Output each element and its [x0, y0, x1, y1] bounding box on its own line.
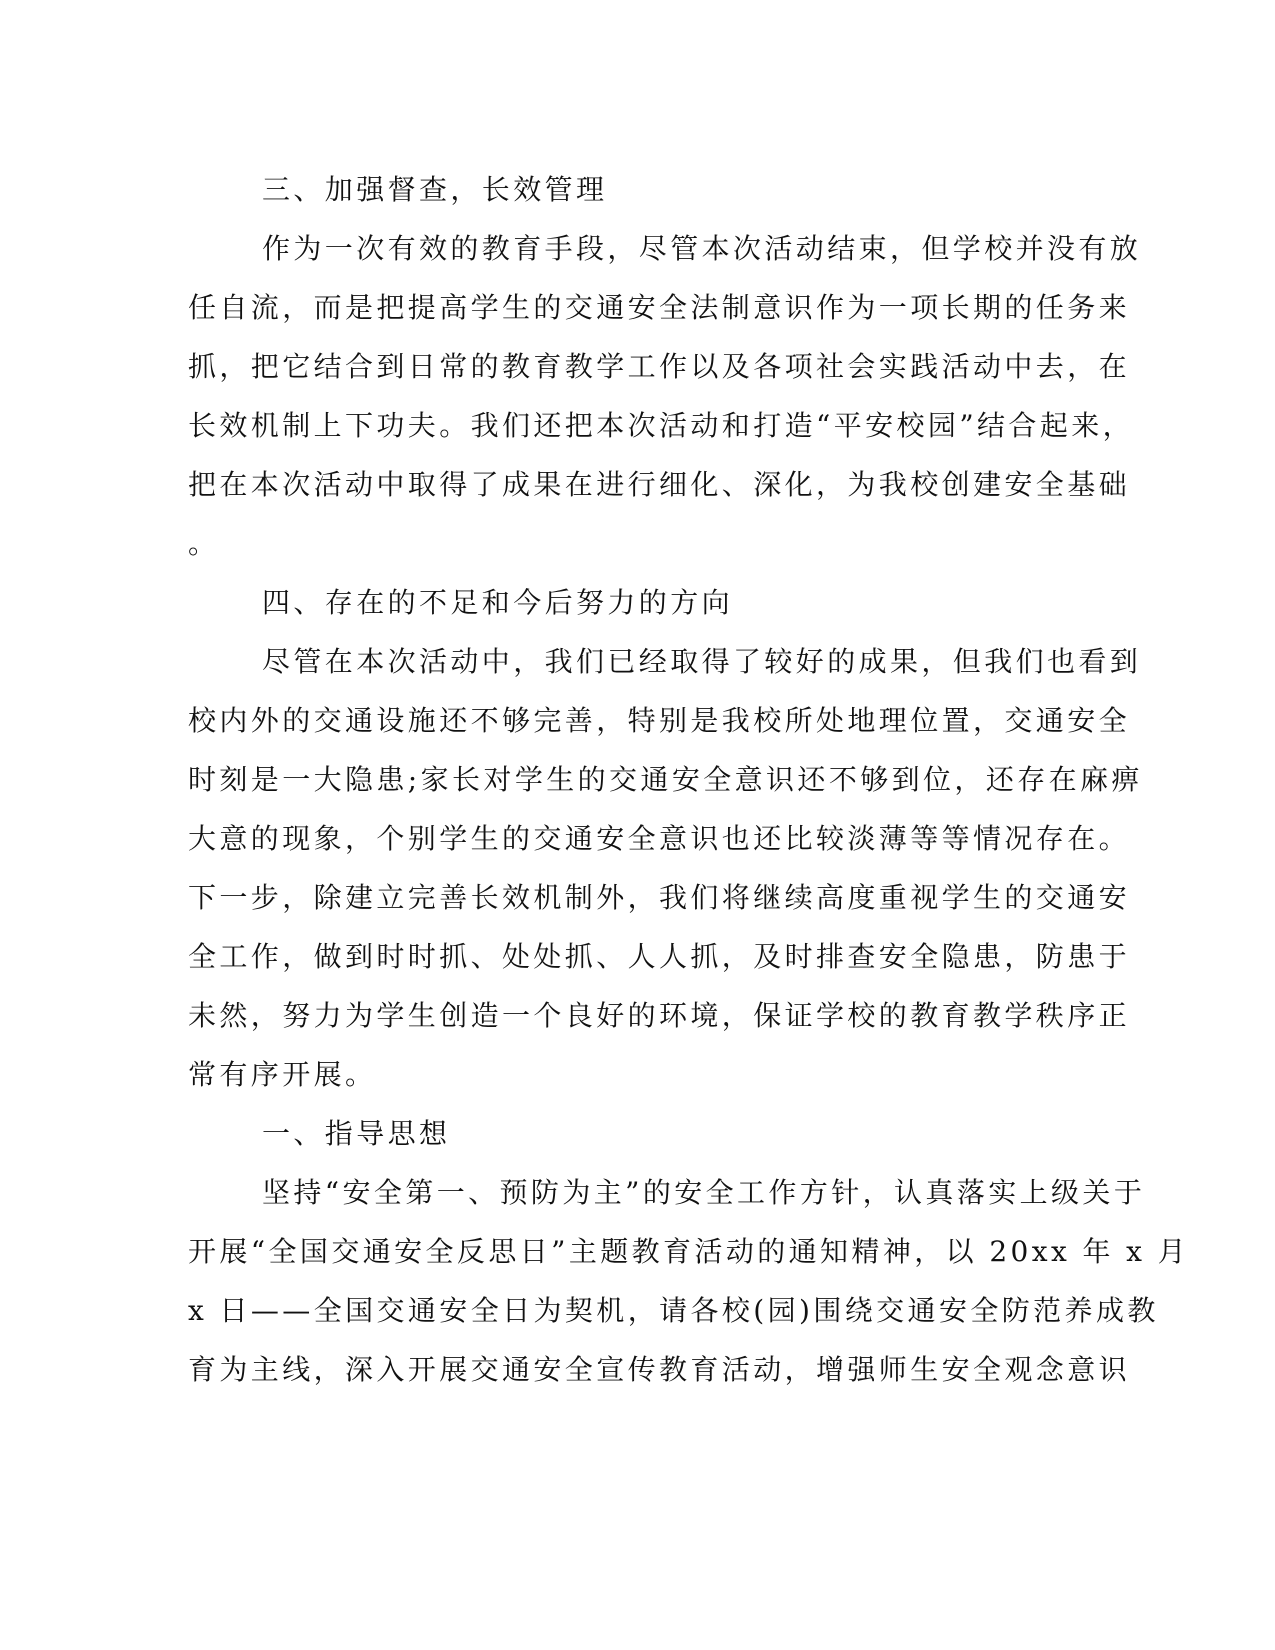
paragraph-line: 抓，把它结合到日常的教育教学工作以及各项社会实践活动中去，在 [188, 350, 1131, 383]
paragraph-line: 。 [188, 527, 220, 560]
paragraph-line: 时刻是一大隐患;家长对学生的交通安全意识还不够到位，还存在麻痹 [188, 763, 1143, 796]
paragraph-line: 未然，努力为学生创造一个良好的环境，保证学校的教育教学秩序正 [188, 999, 1131, 1032]
paragraph-line: 任自流，而是把提高学生的交通安全法制意识作为一项长期的任务来 [188, 291, 1131, 324]
paragraph-line: 开展“全国交通安全反思日”主题教育活动的通知精神，以 20xx 年 x 月 [188, 1235, 1190, 1268]
paragraph-line: 校内外的交通设施还不够完善，特别是我校所处地理位置，交通安全 [188, 704, 1131, 737]
document-body [188, 160, 1190, 1399]
paragraph-line: 把在本次活动中取得了成果在进行细化、深化，为我校创建安全基础 [188, 468, 1131, 501]
paragraph-line: 尽管在本次活动中，我们已经取得了较好的成果，但我们也看到 [262, 645, 1142, 678]
paragraph-line: 大意的现象，个别学生的交通安全意识也还比较淡薄等等情况存在。 [188, 822, 1131, 855]
paragraph-line: 下一步，除建立完善长效机制外，我们将继续高度重视学生的交通安 [188, 881, 1131, 914]
paragraph-line: 常有序开展。 [188, 1058, 377, 1091]
paragraph-line: 长效机制上下功夫。我们还把本次活动和打造“平安校园”结合起来， [188, 409, 1135, 442]
section-heading-shortcomings: 四、存在的不足和今后努力的方向 [262, 586, 734, 619]
paragraph-line: 全工作，做到时时抓、处处抓、人人抓，及时排查安全隐患，防患于 [188, 940, 1131, 973]
paragraph-line: 育为主线，深入开展交通安全宣传教育活动，增强师生安全观念意识 [188, 1353, 1131, 1386]
paragraph-line: 坚持“安全第一、预防为主”的安全工作方针，认真落实上级关于 [262, 1176, 1146, 1209]
section-heading-supervision: 三、加强督查，长效管理 [262, 173, 608, 206]
paragraph-line: x 日——全国交通安全日为契机，请各校(园)围绕交通安全防范养成教 [188, 1294, 1159, 1327]
section-heading-guiding-thought: 一、指导思想 [262, 1117, 451, 1150]
paragraph-line: 作为一次有效的教育手段，尽管本次活动结束，但学校并没有放 [262, 232, 1142, 265]
